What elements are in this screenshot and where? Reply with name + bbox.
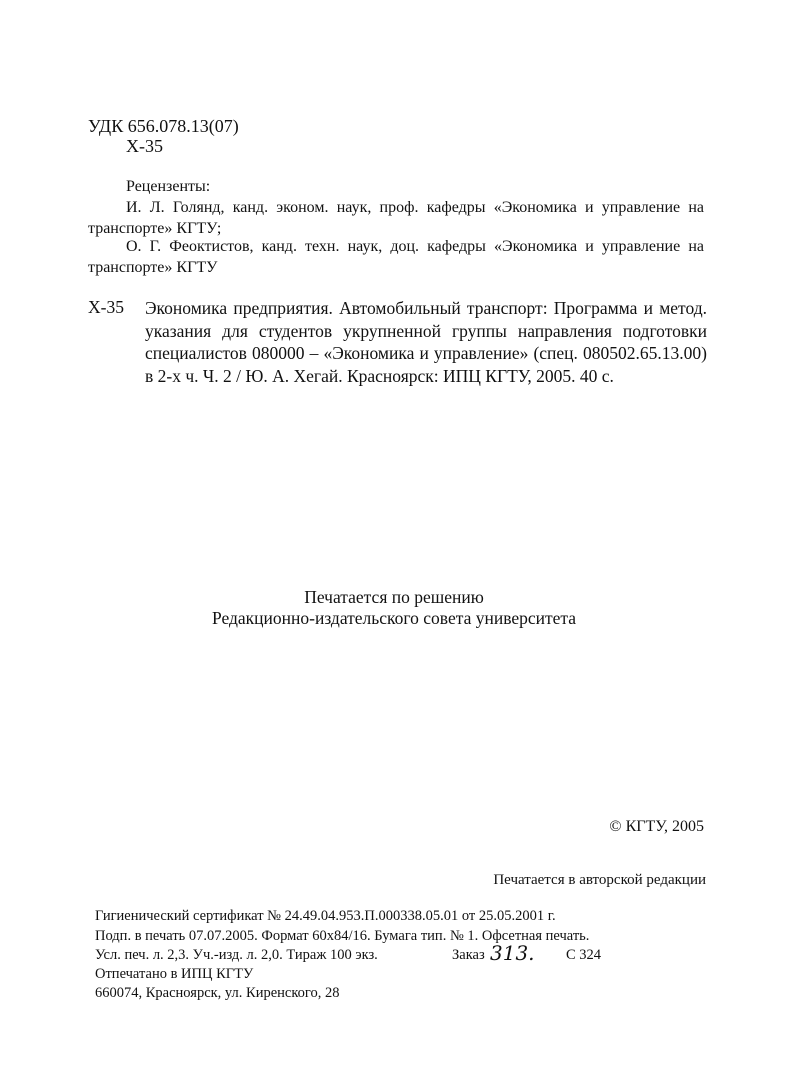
imprint-certificate: Гигиенический сертификат № 24.49.04.953.П.000338.05.01 от 25.05.2001 г. bbox=[95, 908, 556, 924]
reviewer-item: И. Л. Голянд, канд. эконом. наук, проф. кафедры «Экономика и управление на транспорте» КГТУ; bbox=[88, 199, 704, 237]
udk-index: УДК 656.078.13(07) bbox=[88, 116, 239, 136]
page-code: С 324 bbox=[566, 947, 602, 963]
imprint-volume: Усл. печ. л. 2,3. Уч.-изд. л. 2,0. Тираж 100 экз. bbox=[95, 947, 378, 963]
order-label: Заказ bbox=[452, 947, 485, 963]
edition-note: Печатается в авторской редакции bbox=[493, 872, 706, 888]
imprint-printer: Отпечатано в ИПЦ КГТУ bbox=[95, 966, 254, 982]
reviewer-item: О. Г. Феоктистов, канд. техн. наук, доц. кафедры «Экономика и управление на транспорте» КГТУ bbox=[88, 238, 704, 276]
publication-decision-line2: Редакционно-издательского совета университета bbox=[211, 608, 577, 628]
imprint-address: 660074, Красноярск, ул. Киренского, 28 bbox=[95, 985, 340, 1001]
copyright-notice: © КГТУ, 2005 bbox=[609, 818, 704, 835]
reviewers-heading: Рецензенты: bbox=[126, 178, 211, 195]
entry-author-mark: Х-35 bbox=[88, 297, 124, 317]
bibliographic-description: Экономика предприятия. Автомобильный транспорт: Программа и метод. указания для студентов укрупненной группы направления подготовки специалистов 080000 – «Экономика и управление» (спец. 080502.65.13.00) в 2-х ч. Ч. 2 / Ю. А. Хегай. Красноярск: ИПЦ КГТУ, 2005. 40 с. bbox=[145, 298, 707, 386]
imprint-print-details: Подп. в печать 07.07.2005. Формат 60х84/16. Бумага тип. № 1. Офсетная печать. bbox=[95, 928, 590, 944]
publication-decision-line1: Печатается по решению bbox=[304, 587, 484, 607]
order-number-handwritten: 313. bbox=[490, 941, 535, 965]
author-mark: Х-35 bbox=[126, 136, 163, 156]
